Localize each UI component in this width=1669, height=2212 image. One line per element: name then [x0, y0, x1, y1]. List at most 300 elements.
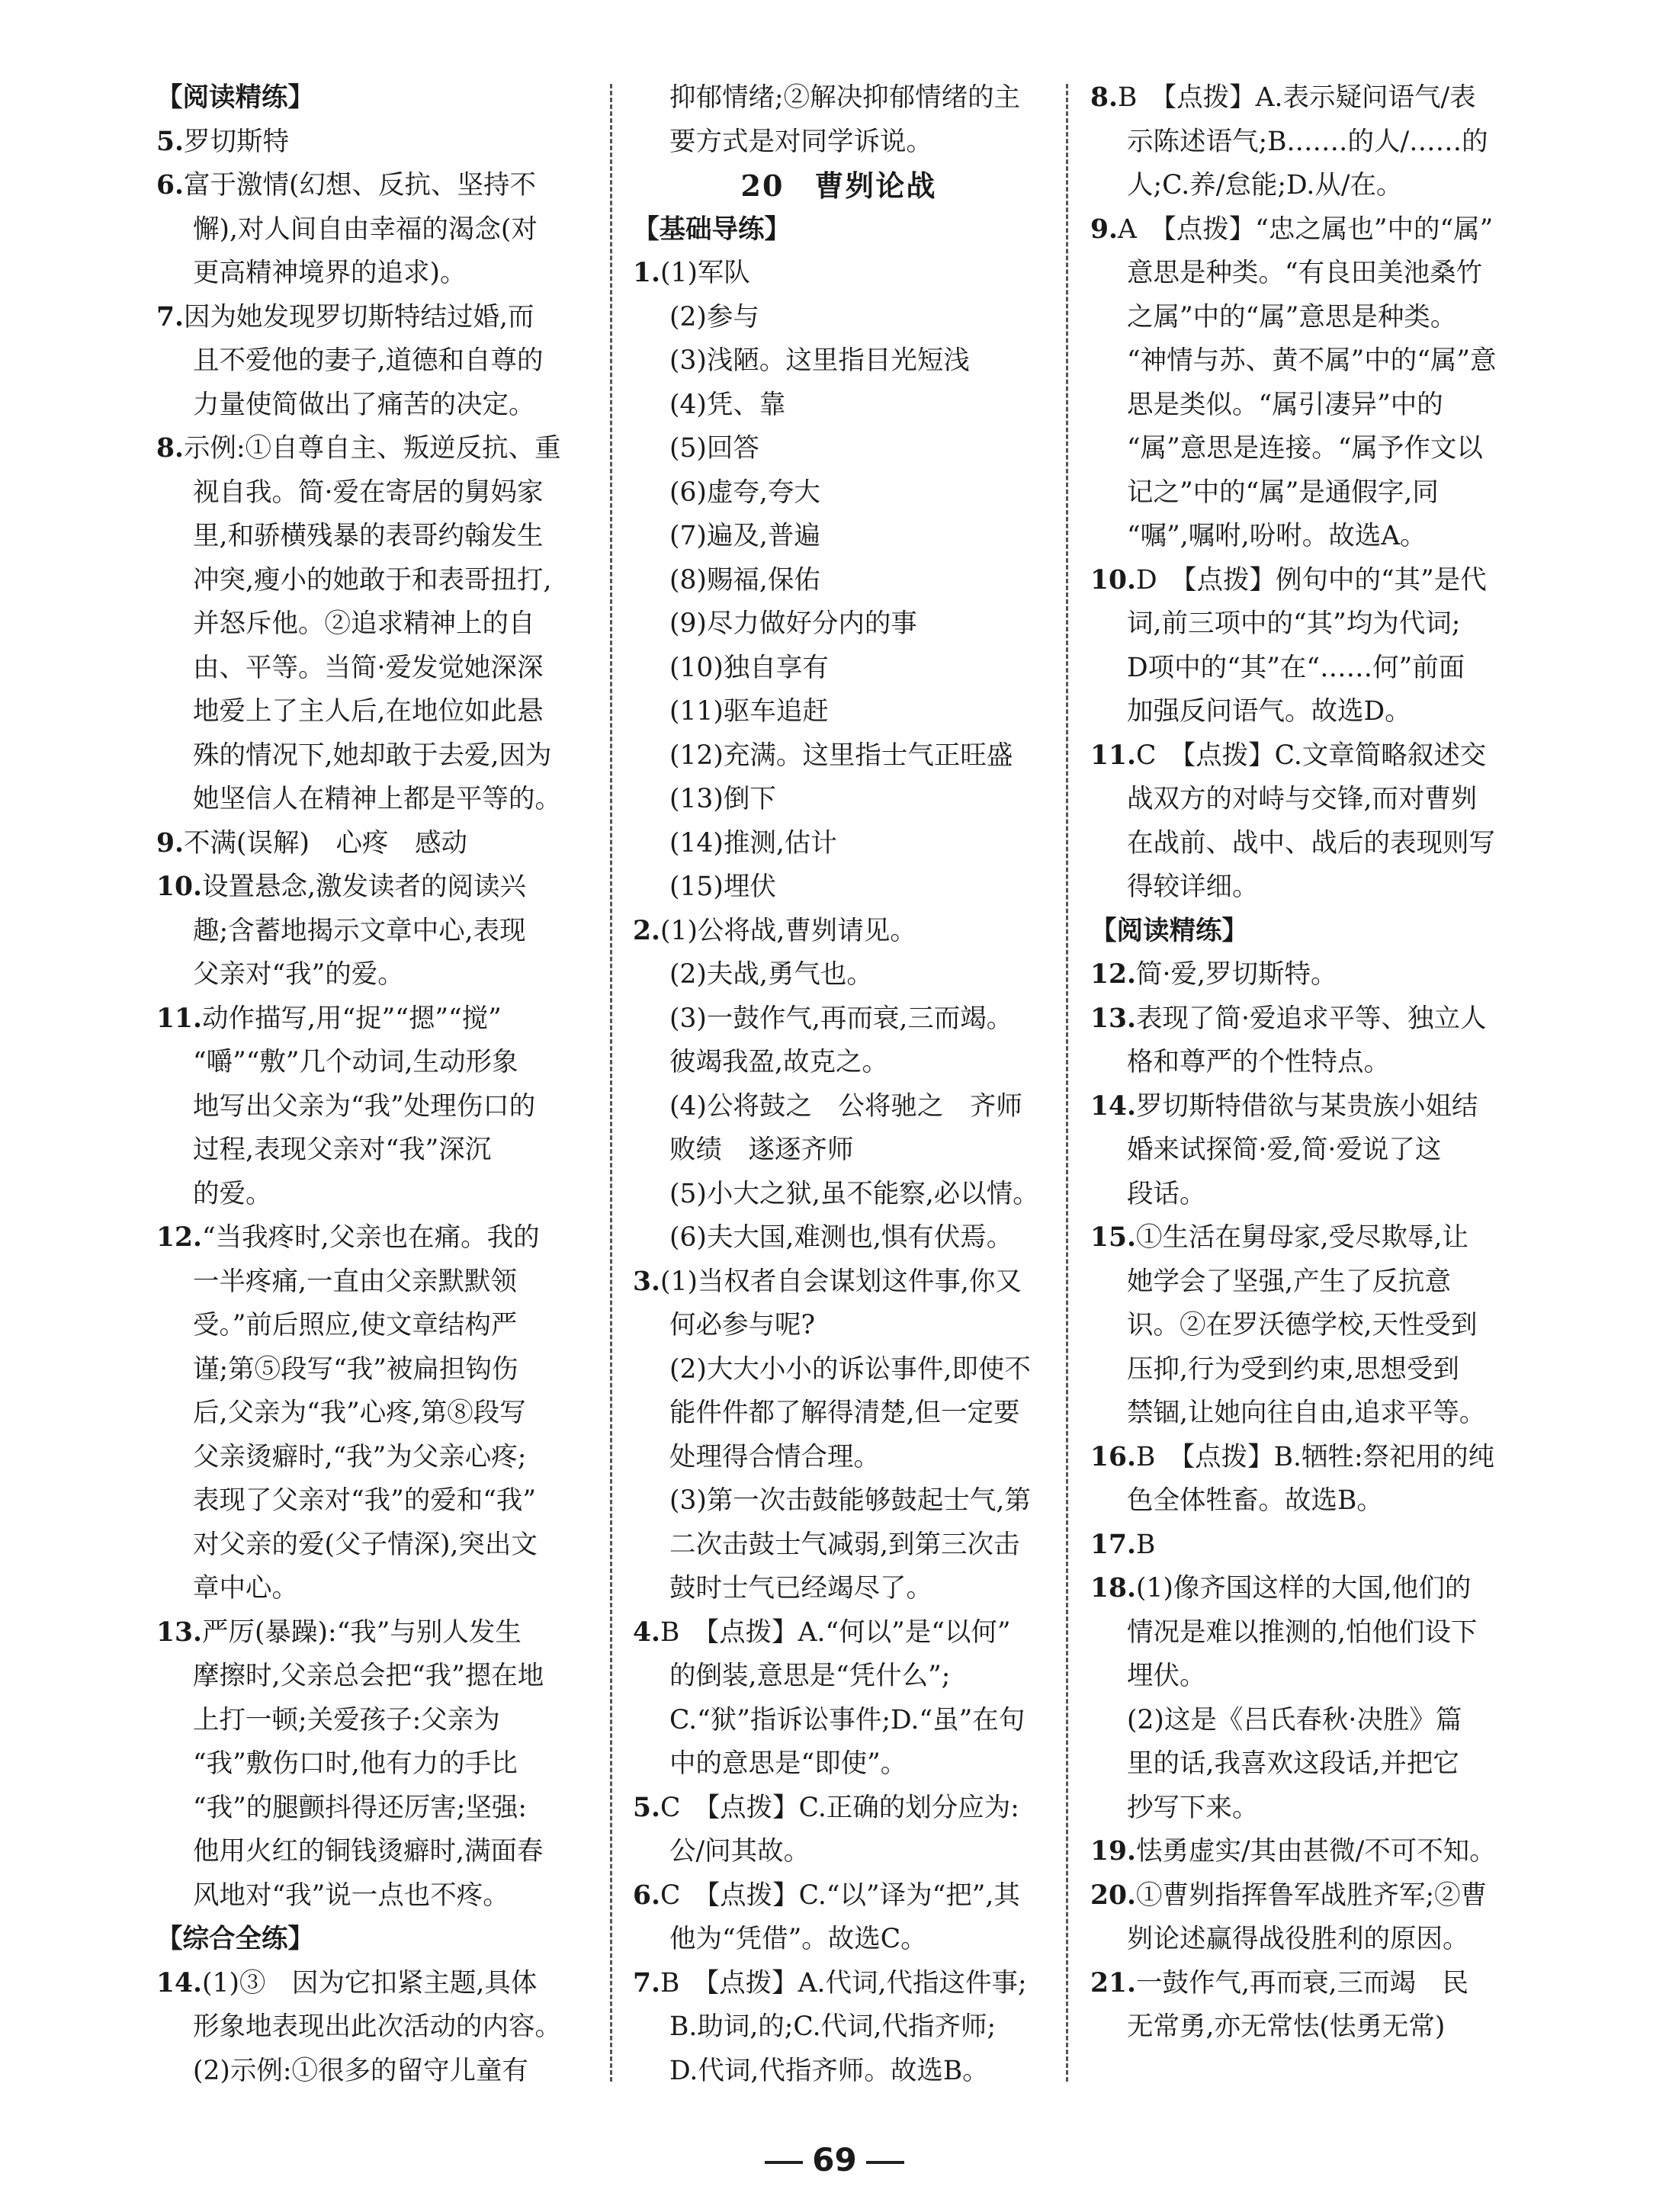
answer-text: 彼竭我盈,故克之。: [669, 1047, 888, 1077]
section-heading: [1090, 910, 1521, 954]
answer-text: 处理得合情合理。: [669, 1441, 880, 1472]
answer-line: [156, 1655, 587, 1699]
answer-item-start: [1090, 1962, 1521, 2006]
answer-text: 动作描写,用“捉”“摁”“搅”: [202, 1003, 502, 1034]
answer-text: 过程,表现父亲对“我”深沉: [193, 1135, 492, 1165]
answer-text: 怯勇虚实/其由甚微/不可不知。: [1136, 1836, 1496, 1867]
answer-text: 何必参与呢?: [669, 1310, 815, 1340]
answer-line: [633, 1699, 1045, 1743]
answer-item-start: [633, 910, 1045, 954]
answer-text: 战双方的对峙与交锋,而对曹刿: [1127, 784, 1478, 814]
answer-item-start: [633, 1260, 1045, 1305]
answer-text: 懈),对人间自由幸福的渴念(对: [193, 213, 538, 245]
question-number: 13.: [1090, 1003, 1137, 1034]
answer-item-start: [156, 120, 587, 165]
answer-line: [156, 602, 587, 647]
answer-text: 她坚信人在精神上都是平等的。: [193, 784, 561, 814]
answer-text: 力量使简做出了痛苦的决定。: [193, 389, 535, 420]
answer-text: “嚼”“敷”几个动词,生动形象: [193, 1047, 518, 1077]
answer-text: (2)示例:①很多的留守儿童有: [193, 2055, 528, 2086]
section-heading: [633, 208, 1045, 252]
answer-item-start: [156, 997, 587, 1042]
answer-text: 冲突,瘦小的她敢于和表哥扭打,: [193, 564, 552, 596]
answer-line: [1090, 252, 1521, 296]
answer-line: [633, 1918, 1045, 1962]
answer-line: [633, 1304, 1045, 1348]
answer-column-3: [1090, 76, 1521, 2050]
answer-text: 上打一顿;关爱孩子:父亲为: [193, 1704, 500, 1735]
answer-text: 情况是难以推测的,怕他们设下: [1127, 1616, 1478, 1648]
answer-text: (1)③ 因为它扣紧主题,具体: [202, 1967, 538, 1999]
answer-text: 地写出父亲为“我”处理伤口的: [193, 1090, 536, 1122]
question-number: 3.: [633, 1266, 661, 1297]
answer-text: B 【点拨】A.表示疑问语气/表: [1118, 82, 1476, 113]
answer-text: 趣;含蓄地揭示文章中心,表现: [193, 915, 526, 946]
answer-text: 示陈述语气;B.……的人/……的: [1127, 126, 1488, 157]
answer-line: [1090, 471, 1521, 515]
question-number: 15.: [1090, 1222, 1137, 1253]
answer-text: 后,父亲为“我”心疼,第⑧段写: [193, 1398, 526, 1428]
answer-text: (15)埋伏: [669, 872, 776, 902]
answer-line: [633, 1479, 1045, 1523]
answer-text: “我”的腿颤抖得还厉害;坚强:: [193, 1792, 528, 1823]
answer-line: [1090, 1787, 1521, 1831]
answer-item-start: [1090, 1523, 1521, 1568]
answer-text: 父亲对“我”的爱。: [193, 959, 404, 990]
question-number: 5.: [633, 1792, 661, 1823]
answer-text: C.“狱”指诉讼事件;D.“虽”在句: [669, 1704, 1025, 1735]
answer-text: 二次击鼓士气减弱,到第三次击: [669, 1529, 1020, 1560]
answer-line: [156, 953, 587, 997]
answer-text: 压抑,行为受到约束,思想受到: [1127, 1353, 1459, 1385]
answer-line: [1090, 1348, 1521, 1392]
answer-line: [633, 76, 1045, 120]
answer-text: (6)夫大国,难测也,惧有伏焉。: [669, 1222, 1013, 1253]
answer-line: [156, 1830, 587, 1874]
answer-item-start: [156, 427, 587, 471]
answer-item-start: [1090, 559, 1521, 603]
answer-line: [156, 2005, 587, 2050]
column-divider: [610, 84, 612, 2082]
answer-text: 【阅读精练】: [156, 82, 314, 113]
answer-text: 记之”中的“属”是通假字,同: [1127, 477, 1439, 508]
answer-line: [156, 515, 587, 559]
answer-line: [633, 647, 1045, 691]
page-footer: [0, 2141, 1669, 2178]
answer-item-start: [633, 1874, 1045, 1918]
answer-line: [156, 384, 587, 428]
question-number: 16.: [1090, 1441, 1137, 1472]
answer-line: [633, 2050, 1045, 2094]
answer-line: [1090, 822, 1521, 866]
answer-text: 婚来试探简·爱,简·爱说了这: [1127, 1135, 1442, 1165]
answer-item-start: [633, 252, 1045, 296]
answer-text: ①曹刿指挥鲁军战胜齐军;②曹: [1136, 1880, 1488, 1911]
answer-line: [633, 1085, 1045, 1129]
answer-text: “我”敷伤口时,他有力的手比: [193, 1748, 518, 1779]
answer-line: [633, 1567, 1045, 1611]
answer-text: 公/问其故。: [669, 1836, 810, 1867]
footer-dash-left: [765, 2161, 803, 2164]
answer-line: [1090, 339, 1521, 384]
answer-text: (5)回答: [669, 433, 759, 464]
answer-item-start: [156, 296, 587, 340]
answer-text: “神情与苏、黄不属”中的“属”意: [1127, 345, 1497, 376]
answer-text: 能件件都了解得清楚,但一定要: [669, 1398, 1020, 1428]
answer-line: [1090, 2005, 1521, 2050]
answer-line: [156, 1787, 587, 1831]
answer-text: 且不爱他的妻子,道德和自尊的: [193, 345, 544, 376]
answer-line: [633, 1655, 1045, 1699]
answer-line: [633, 1523, 1045, 1568]
answer-item-start: [156, 1216, 587, 1260]
answer-item-start: [156, 1962, 587, 2006]
answer-text: 段话。: [1127, 1178, 1206, 1209]
answer-item-start: [1090, 1830, 1521, 1874]
answer-text: B: [1136, 1529, 1156, 1560]
answer-item-start: [1090, 734, 1521, 779]
answer-text: 【基础导练】: [633, 213, 791, 245]
answer-text: 禁锢,让她向往自由,追求平等。: [1127, 1398, 1486, 1428]
answer-item-start: [1090, 997, 1521, 1042]
answer-text: 的爱。: [193, 1178, 272, 1209]
answer-line: [1090, 1304, 1521, 1348]
answer-text: 不满(误解) 心疼 感动: [184, 827, 467, 859]
answer-text: 色全体牲畜。故选B。: [1127, 1485, 1383, 1516]
question-number: 10.: [156, 872, 203, 902]
answer-line: [633, 1742, 1045, 1787]
answer-line: [633, 339, 1045, 384]
answer-text: 之属”中的“属”意思是种类。: [1127, 301, 1457, 332]
answer-text: 父亲烫癖时,“我”为父亲心疼;: [193, 1441, 527, 1472]
question-number: 9.: [1090, 213, 1119, 245]
answer-line: [156, 1041, 587, 1085]
answer-text: 得较详细。: [1127, 872, 1259, 902]
answer-text: (8)赐福,保佑: [669, 564, 820, 596]
answer-line: [633, 296, 1045, 340]
answer-text: “当我疼时,父亲也在痛。我的: [202, 1222, 540, 1253]
answer-text: “嘱”,嘱咐,吩咐。故选A。: [1127, 521, 1427, 551]
answer-line: [1090, 384, 1521, 428]
answer-line: [633, 1436, 1045, 1480]
answer-column-1: [156, 76, 587, 2093]
answer-line: [633, 1830, 1045, 1874]
answer-line: [156, 778, 587, 822]
answer-text: 鼓时士气已经竭尽了。: [669, 1573, 932, 1604]
answer-line: [1090, 1655, 1521, 1699]
answer-text: D 【点拨】例句中的“其”是代: [1136, 564, 1487, 596]
answer-item-start: [156, 822, 587, 866]
question-number: 11.: [1090, 740, 1137, 771]
question-number: 6.: [633, 1880, 661, 1911]
answer-text: (1)当权者自会谋划这件事,你又: [660, 1266, 1022, 1297]
answer-line: [156, 1128, 587, 1173]
answer-text: 更高精神境界的追求)。: [193, 258, 467, 288]
question-number: 8.: [1090, 82, 1119, 113]
answer-text: (7)遍及,普遍: [669, 521, 820, 551]
answer-text: (2)夫战,勇气也。: [669, 959, 873, 990]
answer-line: [1090, 690, 1521, 734]
answer-text: 殊的情况下,她却敢于去爱,因为: [193, 740, 552, 771]
answer-line: [156, 1523, 587, 1568]
answer-text: 【综合全练】: [156, 1924, 314, 1954]
answer-text: B 【点拨】A.“何以”是“以何”: [660, 1616, 1011, 1648]
answer-text: 他用火红的铜钱烫癖时,满面春: [193, 1836, 544, 1867]
answer-text: 设置悬念,激发读者的阅读兴: [202, 872, 526, 902]
answer-text: 抄写下来。: [1127, 1792, 1259, 1823]
answer-text: (5)小大之狱,虽不能察,必以情。: [669, 1178, 1039, 1209]
answer-line: [633, 2005, 1045, 2050]
answer-line: [156, 1348, 587, 1392]
answer-text: (9)尽力做好分内的事: [669, 608, 917, 639]
answer-line: [156, 1260, 587, 1305]
answer-line: [633, 1128, 1045, 1173]
answer-line: [156, 1567, 587, 1611]
answer-text: 抑郁情绪;②解决抑郁情绪的主: [669, 82, 1021, 113]
answer-text: 意思是种类。“有良田美池桑竹: [1127, 258, 1483, 288]
answer-line: [1090, 1173, 1521, 1217]
question-number: 7.: [156, 301, 185, 332]
answer-text: (3)第一次击鼓能够鼓起士气,第: [669, 1485, 1031, 1516]
question-number: 11.: [156, 1003, 203, 1034]
answer-text: 表现了简·爱追求平等、独立人: [1136, 1003, 1487, 1034]
question-number: 18.: [1090, 1573, 1137, 1604]
answer-line: [1090, 1260, 1521, 1305]
answer-text: (4)公将鼓之 公将驰之 齐师: [669, 1090, 1022, 1122]
answer-line: [1090, 1392, 1521, 1436]
answer-line: [633, 953, 1045, 997]
answer-line: [633, 690, 1045, 734]
answer-text: 败绩 遂逐齐师: [669, 1135, 854, 1165]
answer-line: [156, 910, 587, 954]
answer-text: 章中心。: [193, 1573, 298, 1604]
answer-item-start: [1090, 1874, 1521, 1918]
answer-text: 视自我。简·爱在寄居的舅妈家: [193, 477, 544, 508]
answer-line: [156, 1874, 587, 1918]
answer-line: [1090, 1041, 1521, 1085]
answer-text: 因为她发现罗切斯特结过婚,而: [184, 301, 534, 332]
page-number: 69: [812, 2141, 857, 2178]
answer-text: (13)倒下: [669, 784, 776, 814]
answer-item-start: [633, 1787, 1045, 1831]
answer-line: [633, 120, 1045, 165]
question-number: 14.: [1090, 1090, 1137, 1122]
answer-line: [633, 1392, 1045, 1436]
answer-text: 受。”前后照应,使文章结构严: [193, 1310, 518, 1340]
answer-item-start: [1090, 1216, 1521, 1260]
answer-item-start: [156, 1611, 587, 1655]
answer-item-start: [156, 164, 587, 208]
answer-text: 富于激情(幻想、反抗、坚持不: [184, 170, 536, 201]
answer-text: 里的话,我喜欢这段话,并把它: [1127, 1748, 1459, 1779]
answer-text: 格和尊严的个性特点。: [1127, 1047, 1390, 1077]
answer-line: [633, 1041, 1045, 1085]
answer-item-start: [156, 865, 587, 910]
question-number: 5.: [156, 126, 185, 157]
answer-text: 表现了父亲对“我”的爱和“我”: [193, 1485, 537, 1516]
answer-text: 由、平等。当简·爱发觉她深深: [193, 652, 544, 683]
answer-text: (6)虚夸,夸大: [669, 477, 820, 508]
answer-text: 谨;第⑤段写“我”被扁担钩伤: [193, 1353, 518, 1385]
answer-text: 他为“凭借”。故选C。: [669, 1924, 927, 1954]
answer-text: 思是类似。“属引凄异”中的: [1127, 389, 1443, 420]
question-number: 14.: [156, 1967, 203, 1999]
answer-line: [156, 1742, 587, 1787]
answer-text: ①生活在舅母家,受尽欺辱,让: [1136, 1222, 1468, 1253]
answer-line: [1090, 865, 1521, 910]
answer-line: [1090, 296, 1521, 340]
question-number: 17.: [1090, 1529, 1137, 1560]
question-number: 10.: [1090, 564, 1137, 596]
answer-text: 一半疼痛,一直由父亲默默领: [193, 1266, 517, 1297]
answer-text: (2)这是《吕氏春秋·决胜》篇: [1127, 1704, 1462, 1735]
answer-text: (14)推测,估计: [669, 827, 837, 859]
footer-dash-right: [866, 2161, 904, 2164]
answer-text: 罗切斯特借欲与某贵族小姐结: [1136, 1090, 1478, 1122]
answer-item-start: [1090, 208, 1521, 252]
answer-text: 在战前、战中、战后的表现则写: [1127, 827, 1495, 859]
answer-text: (1)军队: [660, 258, 750, 288]
answer-line: [156, 471, 587, 515]
answer-text: (12)充满。这里指士气正旺盛: [669, 740, 1013, 771]
answer-text: 摩擦时,父亲总会把“我”摁在地: [193, 1661, 544, 1691]
answer-text: B 【点拨】A.代词,代指这件事;: [660, 1967, 1027, 1999]
answer-text: 简·爱,罗切斯特。: [1136, 959, 1337, 990]
answer-text: A 【点拨】“忠之属也”中的“属”: [1118, 213, 1494, 245]
answer-text: 加强反问语气。故选D。: [1127, 696, 1411, 727]
answer-line: [633, 734, 1045, 779]
question-number: 20.: [1090, 1880, 1137, 1911]
answer-line: [633, 515, 1045, 559]
answer-line: [1090, 515, 1521, 559]
answer-line: [156, 339, 587, 384]
question-number: 13.: [156, 1616, 203, 1648]
answer-column-2: [633, 76, 1045, 2093]
answer-item-start: [1090, 1436, 1521, 1480]
answer-text: 风地对“我”说一点也不疼。: [193, 1880, 509, 1911]
answer-line: [156, 559, 587, 603]
answer-line: [1090, 1918, 1521, 1962]
answer-text: C 【点拨】C.正确的划分应为:: [660, 1792, 1019, 1823]
answer-line: [633, 602, 1045, 647]
answer-text: B 【点拨】B.牺牲:祭祀用的纯: [1136, 1441, 1495, 1472]
answer-item-start: [1090, 953, 1521, 997]
answer-line: [1090, 120, 1521, 165]
answer-line: [633, 997, 1045, 1042]
answer-item-start: [1090, 1085, 1521, 1129]
section-heading: [156, 76, 587, 120]
answer-text: 中的意思是“即使”。: [669, 1748, 907, 1779]
answer-line: [156, 1304, 587, 1348]
answer-text: (2)大大小小的诉讼事件,即使不: [669, 1353, 1031, 1385]
answer-text: 无常勇,亦无常怯(怯勇无常): [1127, 2011, 1446, 2042]
answer-line: [633, 427, 1045, 471]
answer-text: D.代词,代指齐师。故选B。: [669, 2055, 989, 2086]
answer-text: 的倒装,意思是“凭什么”;: [669, 1661, 951, 1691]
answer-line: [1090, 1479, 1521, 1523]
answer-text: 词,前三项中的“其”均为代词;: [1127, 608, 1461, 639]
question-number: 12.: [1090, 959, 1137, 990]
answer-line: [1090, 164, 1521, 208]
answer-text: 20 曹刿论战: [740, 169, 937, 203]
answer-text: 要方式是对同学诉说。: [669, 126, 932, 157]
answer-line: [156, 1392, 587, 1436]
answer-line: [1090, 602, 1521, 647]
answer-text: 一鼓作气,再而衰,三而竭 民: [1136, 1967, 1468, 1999]
answer-line: [633, 822, 1045, 866]
question-number: 9.: [156, 827, 185, 859]
answer-text: “属”意思是连接。“属予作文以: [1127, 433, 1483, 464]
question-number: 21.: [1090, 1967, 1137, 1999]
answer-line: [156, 1699, 587, 1743]
section-heading: [156, 1918, 587, 1962]
answer-line: [633, 384, 1045, 428]
column-divider: [1066, 84, 1068, 2082]
answer-text: (2)参与: [669, 301, 759, 332]
answer-text: (1)公将战,曹刿请见。: [660, 915, 916, 946]
answer-line: [633, 559, 1045, 603]
answer-line: [156, 1173, 587, 1217]
answer-text: 并怒斥他。②追求精神上的自: [193, 608, 535, 639]
answer-line: [156, 1479, 587, 1523]
answer-text: D项中的“其”在“……何”前面: [1127, 652, 1465, 683]
answer-text: (4)凭、靠: [669, 389, 786, 420]
answer-text: 识。②在罗沃德学校,天性受到: [1127, 1310, 1478, 1340]
answer-line: [156, 1085, 587, 1129]
answer-text: 【阅读精练】: [1090, 915, 1248, 946]
answer-line: [1090, 1742, 1521, 1787]
question-number: 8.: [156, 433, 185, 464]
question-number: 12.: [156, 1222, 203, 1253]
answer-text: 严厉(暴躁):“我”与别人发生: [202, 1616, 522, 1648]
answer-text: 对父亲的爱(父子情深),突出文: [193, 1529, 538, 1560]
question-number: 19.: [1090, 1836, 1137, 1867]
answer-line: [156, 647, 587, 691]
answer-item-start: [1090, 76, 1521, 120]
answer-line: [1090, 647, 1521, 691]
answer-text: C 【点拨】C.“以”译为“把”,其: [660, 1880, 1020, 1911]
answer-text: (3)浅陋。这里指目光短浅: [669, 345, 970, 376]
answer-text: 地爱上了主人后,在地位如此悬: [193, 696, 544, 727]
answer-line: [633, 865, 1045, 910]
answer-text: 形象地表现出此次活动的内容。: [193, 2011, 561, 2042]
answer-text: C 【点拨】C.文章简略叙述交: [1136, 740, 1487, 771]
answer-text: 埋伏。: [1127, 1661, 1206, 1691]
answer-text: B.助词,的;C.代词,代指齐师;: [669, 2011, 997, 2042]
question-number: 1.: [633, 258, 661, 288]
answer-text: (11)驱车追赶: [669, 696, 829, 727]
answer-line: [633, 1173, 1045, 1217]
answer-line: [156, 208, 587, 252]
answer-item-start: [633, 1962, 1045, 2006]
question-number: 4.: [633, 1616, 661, 1648]
question-number: 2.: [633, 915, 661, 946]
answer-text: (3)一鼓作气,再而衰,三而竭。: [669, 1003, 1013, 1034]
answer-text: 示例:①自尊自主、叛逆反抗、重: [184, 433, 561, 464]
answer-text: 她学会了坚强,产生了反抗意: [1127, 1266, 1451, 1297]
answer-text: 罗切斯特: [184, 126, 290, 157]
answer-item-start: [1090, 1567, 1521, 1611]
answer-line: [1090, 778, 1521, 822]
answer-line: [156, 2050, 587, 2094]
answer-line: [1090, 1128, 1521, 1173]
answer-line: [633, 471, 1045, 515]
answer-line: [633, 778, 1045, 822]
answer-text: 人;C.养/怠能;D.从/在。: [1127, 170, 1403, 201]
answer-text: 刿论述赢得战役胜利的原因。: [1127, 1924, 1469, 1954]
answer-text: (10)独自享有: [669, 652, 829, 683]
question-number: 7.: [633, 1967, 661, 1999]
